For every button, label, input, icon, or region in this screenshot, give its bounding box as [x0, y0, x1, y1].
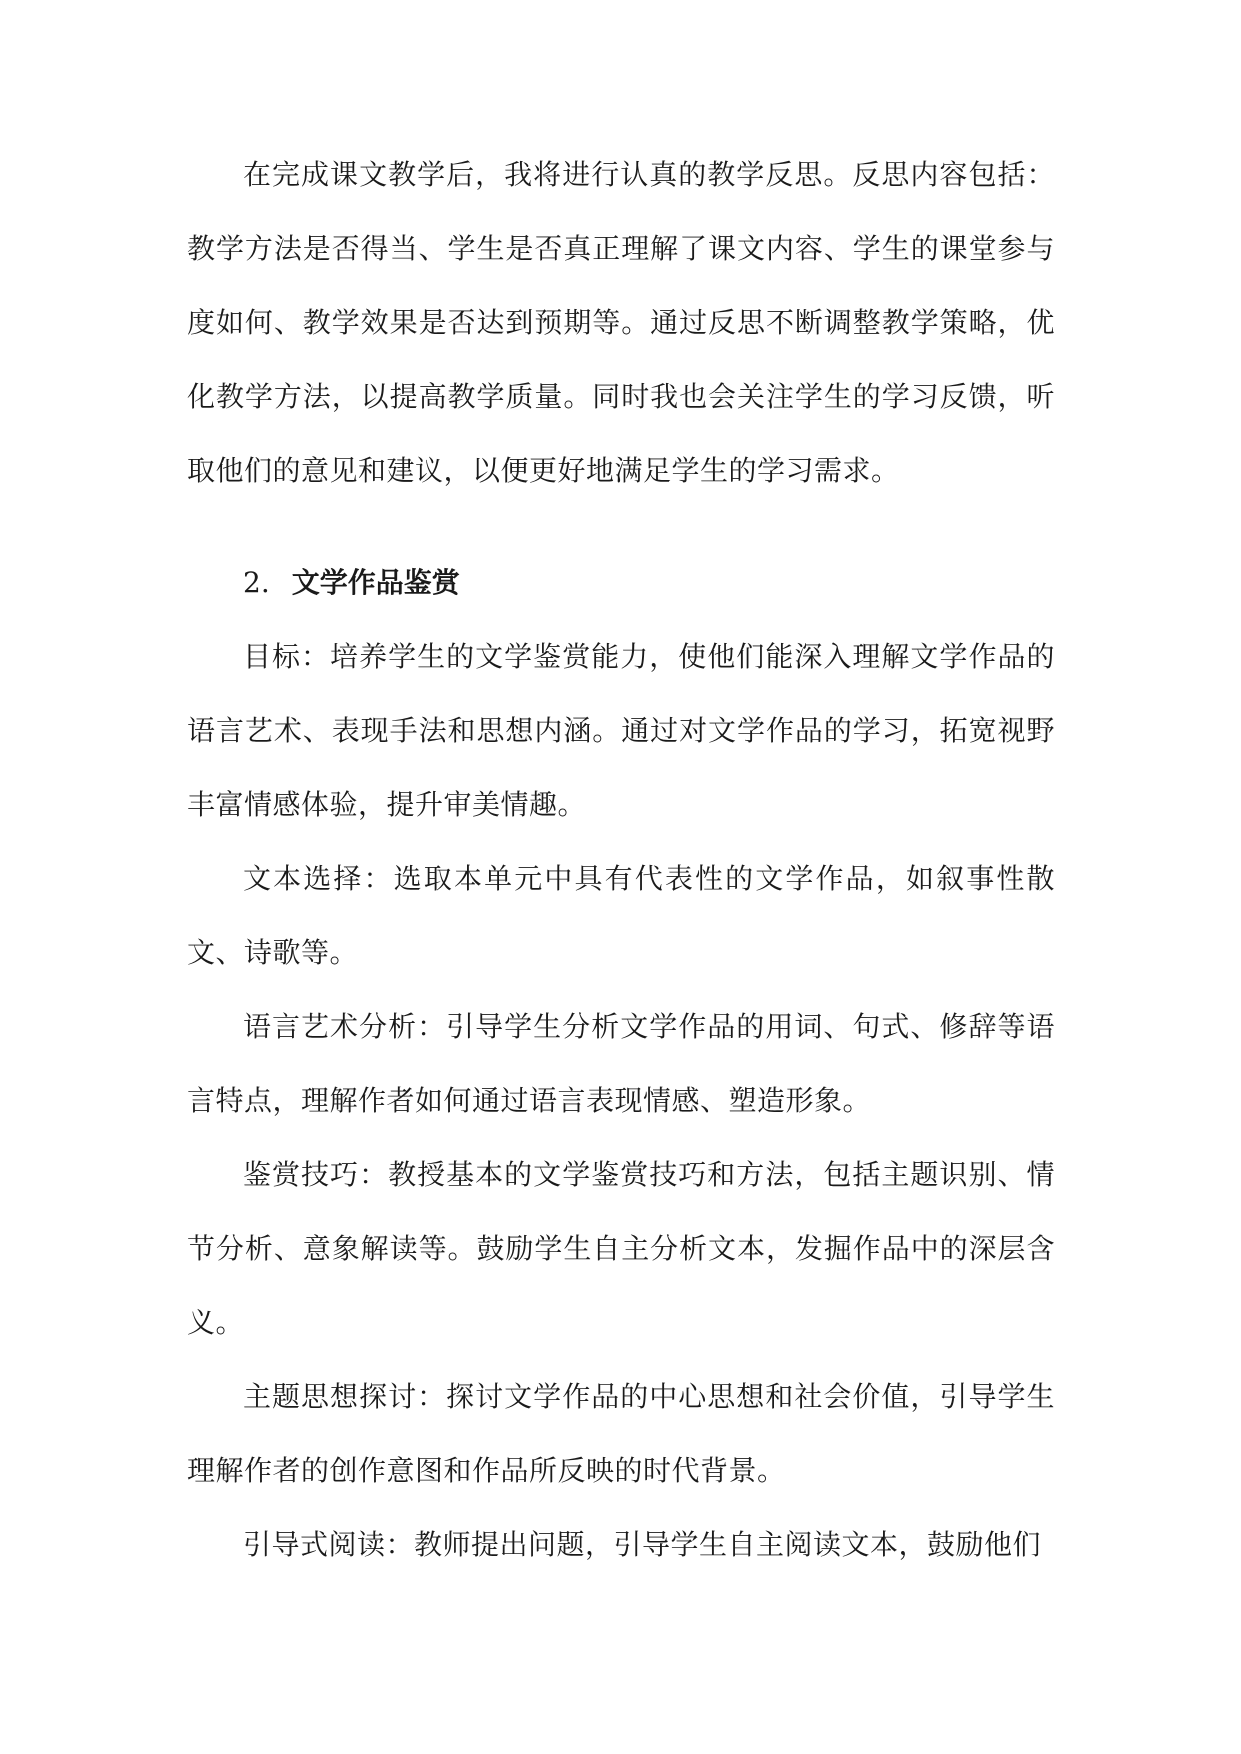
paragraph-text-selection: 文本选择：选取本单元中具有代表性的文学作品，如叙事性散文、诗歌等。 — [187, 862, 1055, 969]
section-spacer — [187, 508, 1055, 546]
section-number: 2. — [243, 566, 270, 599]
section-heading — [187, 546, 1055, 620]
paragraph-language-analysis: 语言艺术分析：引导学生分析文学作品的用词、句式、修辞等语言特点，理解作者如何通过语言表现情感、塑造形象。 — [187, 1010, 1055, 1117]
paragraph-theme-discussion: 主题思想探讨：探讨文学作品的中心思想和社会价值，引导学生理解作者的创作意图和作品所反映的时代背景。 — [187, 1380, 1055, 1487]
paragraph-goal: 目标：培养学生的文学鉴赏能力，使他们能深入理解文学作品的语言艺术、表现手法和思想内涵。通过对文学作品的学习，拓宽视野丰富情感体验，提升审美情趣。 — [187, 640, 1055, 821]
document-body — [187, 138, 1055, 1582]
paragraph-appreciation-skills: 鉴赏技巧：教授基本的文学鉴赏技巧和方法，包括主题识别、情节分析、意象解读等。鼓励学生自主分析文本，发掘作品中的深层含义。 — [187, 1158, 1055, 1339]
paragraph-guided-reading: 引导式阅读：教师提出问题，引导学生自主阅读文本，鼓励他们 — [243, 1528, 1042, 1561]
paragraph-reflection: 在完成课文教学后，我将进行认真的教学反思。反思内容包括：教学方法是否得当、学生是否真正理解了课文内容、学生的课堂参与度如何、教学效果是否达到预期等。通过反思不断调整教学策略，优化教学方法，以提高教学质量。同时我也会关注学生的学习反馈，听取他们的意见和建议，以便更好地满足学生的学习需求。 — [187, 158, 1055, 487]
section-title: 文学作品鉴赏 — [291, 566, 460, 599]
